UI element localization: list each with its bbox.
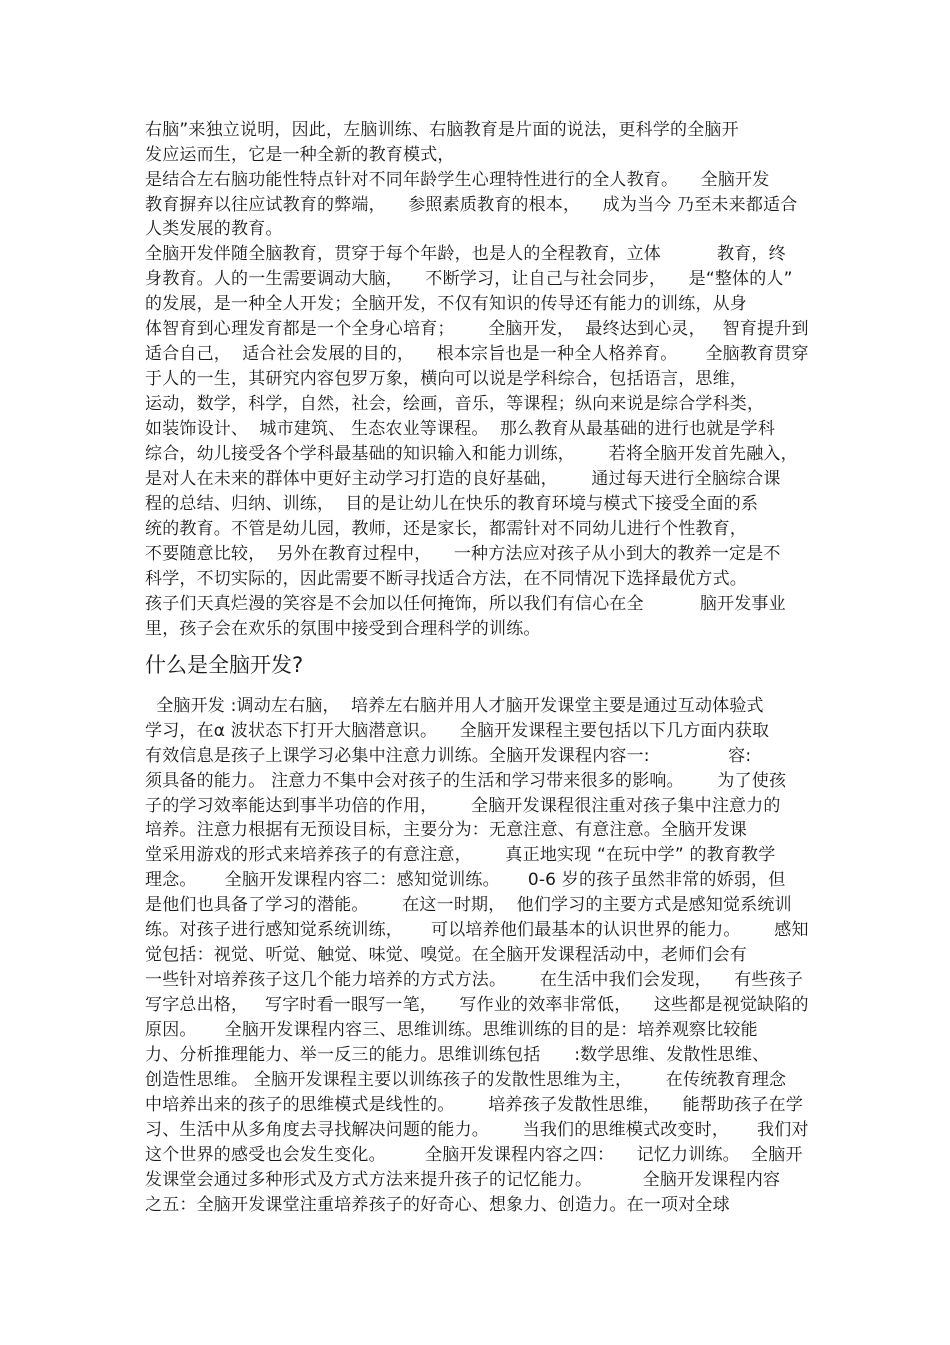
- text-line: 教育摒弃以往应试教育的弊端， 参照素质教育的根本， 成为当今 乃至未来都适合: [145, 195, 798, 215]
- text-line: 是对人在未来的群体中更好主动学习打造的良好基础， 通过每天进行全脑综合课: [145, 469, 781, 489]
- text-line: 综合，幼儿接受各个学科最基础的知识输入和能力训练， 若将全脑开发首先融入，: [145, 444, 798, 464]
- text-line: 是他们也具备了学习的潜能。 在这一时期， 他们学习的主要方式是感知觉系统训: [145, 895, 792, 915]
- text-line: 创造性思维。 全脑开发课程主要以训练孩子的发散性思维为主， 在传统教育理念: [145, 1070, 787, 1090]
- text-line: 习、生活中从多角度去寻找解决问题的能力。 当我们的思维模式改变时， 我们对: [145, 1120, 809, 1140]
- text-line: 身教育。人的一生需要调动大脑， 不断学习，让自己与社会同步， 是“整体的人”: [145, 269, 793, 289]
- text-line: 右脑”来独立说明，因此，左脑训练、右脑教育是片面的说法，更科学的全脑开: [145, 120, 739, 140]
- section-heading: 什么是全脑开发?: [145, 653, 304, 677]
- text-line: 里，孩子会在欢乐的氛围中接受到合理科学的训练。: [145, 619, 541, 639]
- text-line: 科学，不切实际的，因此需要不断寻找适合方法，在不同情况下选择最优方式。: [145, 569, 747, 589]
- text-line: 力、分析推理能力、举一反三的能力。思维训练包括 :数学思维、发散性思维、: [145, 1045, 770, 1065]
- text-line: 全脑开发 :调动左右脑， 培养左右脑并用人才脑开发课堂主要是通过互动体验式: [145, 696, 764, 716]
- text-line: 堂采用游戏的形式来培养孩子的有意注意， 真正地实现 “在玩中学” 的教育教学: [145, 845, 776, 865]
- text-line: 须具备的能力。 注意力不集中会对孩子的生活和学习带来很多的影响。 为了使孩: [145, 771, 787, 791]
- text-line: 的发展，是一种全人开发；全脑开发，不仅有知识的传导还有能力的训练，从身: [145, 294, 747, 314]
- text-line: 孩子们天真烂漫的笑容是不会加以任何掩饰，所以我们有信心在全 脑开发事业: [145, 594, 786, 614]
- text-line: 程的总结、归纳、训练， 目的是让幼儿在快乐的教育环境与模式下接受全面的系: [145, 494, 759, 514]
- text-line: 学习，在α 波状态下打开大脑潜意识。 全脑开发课程主要包括以下几方面内获取: [145, 721, 770, 741]
- text-line: 发课堂会通过多种形式及方式方法来提升孩子的记忆能力。 全脑开发课程内容: [145, 1170, 781, 1190]
- text-line: 适合自己， 适合社会发展的目的， 根本宗旨也是一种全人格养育。 全脑教育贯穿: [145, 344, 809, 364]
- text-line: 于人的一生，其研究内容包罗万象，横向可以说是学科综合，包括语言，思维，: [145, 369, 747, 389]
- text-line: 这个世界的感受也会发生变化。 全脑开发课程内容之四： 记忆力训练。 全脑开: [145, 1145, 803, 1165]
- text-line: 写字总出格， 写字时看一眼写一笔， 写作业的效率非常低， 这些都是视觉缺陷的: [145, 995, 809, 1015]
- text-line: 原因。 全脑开发课程内容三、思维训练。思维训练的目的是：培养观察比较能: [145, 1020, 758, 1040]
- text-line: 统的教育。不管是幼儿园，教师，还是家长，都需针对不同幼儿进行个性教育，: [145, 519, 747, 539]
- text-line: 子的学习效率能达到事半功倍的作用， 全脑开发课程很注重对孩子集中注意力的: [145, 796, 781, 816]
- text-line: 运动，数学，科学，自然，社会，绘画，音乐，等课程；纵向来说是综合学科类，: [145, 394, 765, 414]
- text-line: 是结合左右脑功能性特点针对不同年龄学生心理特性进行的全人教育。 全脑开发: [145, 170, 770, 190]
- text-line: 觉包括：视觉、听觉、触觉、味觉、嗅觉。在全脑开发课程活动中，老师们会有: [145, 945, 747, 965]
- text-line: 发应运而生，它是一种全新的教育模式，: [145, 145, 455, 165]
- text-line: 练。对孩子进行感知觉系统训练， 可以培养他们最基本的认识世界的能力。 感知: [145, 920, 809, 940]
- text-line: 如装饰设计、 城市建筑、 生态农业等课程。 那么教育从最基础的进行也就是学科: [145, 419, 776, 439]
- text-line: 培养。注意力根据有无预设目标，主要分为：无意注意、有意注意。全脑开发课: [145, 820, 747, 840]
- text-line: 之五：全脑开发课堂注重培养孩子的好奇心、想象力、创造力。在一项对全球: [145, 1195, 730, 1215]
- text-line: 中培养出来的孩子的思维模式是线性的。 培养孩子发散性思维， 能帮助孩子在学: [145, 1095, 804, 1115]
- text-line: 人类发展的教育。: [145, 219, 283, 239]
- text-line: 不要随意比较， 另外在教育过程中， 一种方法应对孩子从小到大的教养一定是不: [145, 544, 781, 564]
- text-line: 有效信息是孩子上课学习必集中注意力训练。全脑开发课程内容一: 容:: [145, 746, 752, 766]
- text-line: 全脑开发伴随全脑教育，贯穿于每个年龄，也是人的全程教育，立体 教育，终: [145, 244, 786, 264]
- text-line: 体智育到心理发育都是一个全身心培育； 全脑开发， 最终达到心灵， 智育提升到: [145, 319, 809, 339]
- text-line: 一些针对培养孩子这几个能力培养的方式方法。 在生活中我们会发现， 有些孩子: [145, 970, 804, 990]
- text-line: 理念。 全脑开发课程内容二：感知觉训练。 0-6 岁的孩子虽然非常的娇弱，但: [145, 870, 786, 890]
